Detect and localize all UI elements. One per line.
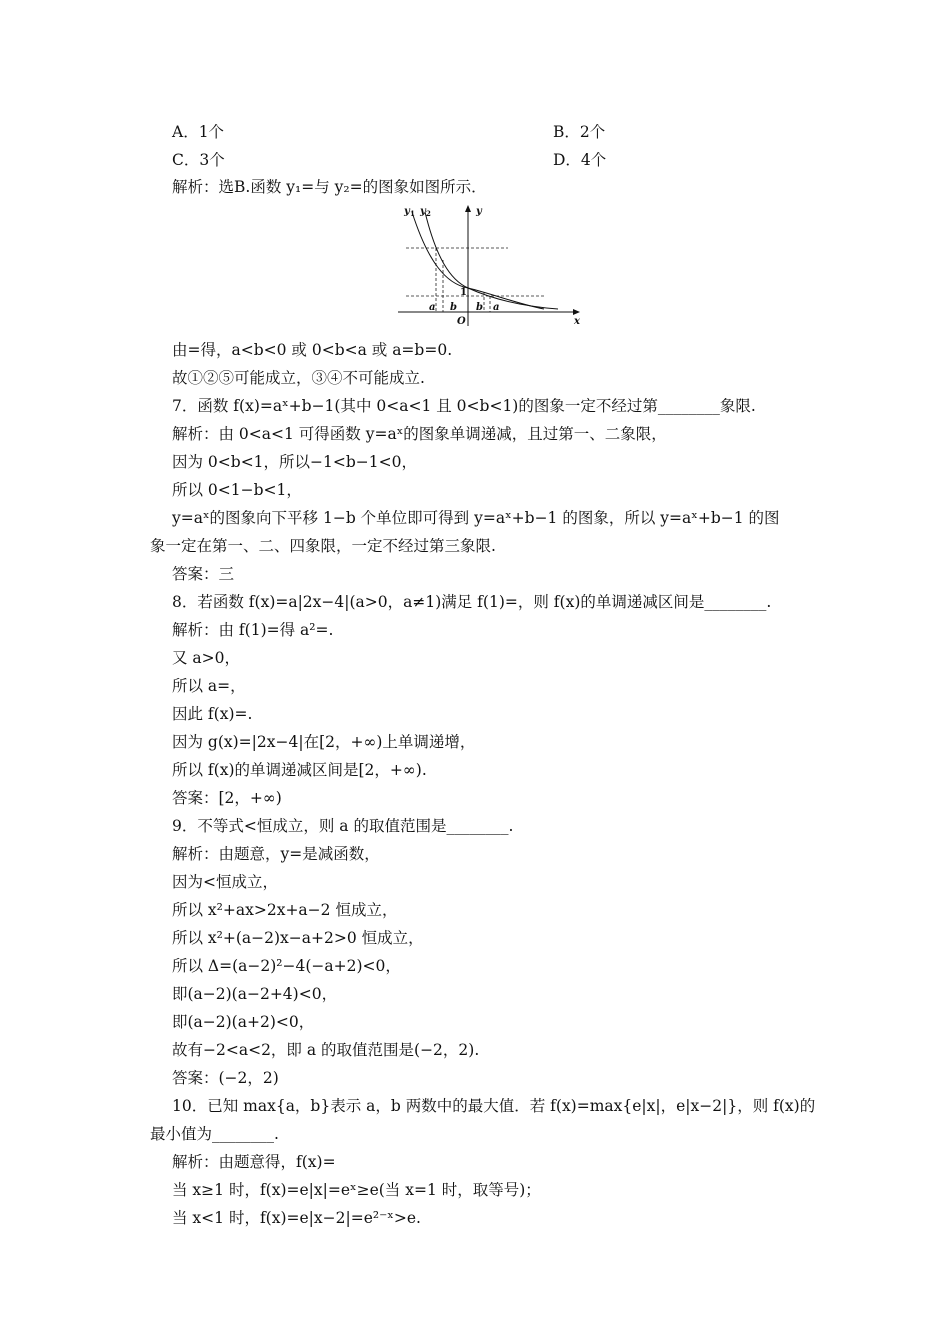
solution-line: 故有−2<a<2，即 a 的取值范围是(−2，2). [172, 1041, 480, 1059]
solution-line: 所以 x²+ax>2x+a−2 恒成立， [172, 901, 398, 919]
answer-line: 答案：[2，+∞) [172, 789, 282, 807]
solution-line: 解析：由 f(1)=得 a²=. [172, 621, 334, 639]
solution-line: 因为<恒成立， [172, 873, 278, 891]
exponential-graph-figure [398, 202, 584, 330]
solution-line: 所以 f(x)的单调递减区间是[2，+∞). [172, 761, 427, 779]
solution-line: 因为 0<b<1，所以−1<b−1<0， [172, 453, 418, 471]
option-d: D．4个 [553, 151, 607, 169]
solution-line: 即(a−2)(a−2+4)<0， [172, 985, 338, 1003]
solution-line: y=aˣ的图象向下平移 1−b 个单位即可得到 y=aˣ+b−1 的图象，所以 y=aˣ+b−1 的图 [172, 509, 780, 527]
answer-line: 答案：三 [172, 565, 235, 583]
solution-line: 象一定在第一、二、四象限，一定不经过第三象限. [150, 537, 496, 555]
solution-line: 当 x≥1 时，f(x)=e|x|=eˣ≥e(当 x=1 时，取等号)； [172, 1181, 541, 1199]
solution-line: 解析：由题意得，f(x)= [172, 1153, 336, 1171]
question-10-continued: 最小值为________. [150, 1125, 279, 1143]
label-y-axis: y [476, 206, 482, 217]
question-10: 10．已知 max{a，b}表示 a，b 两数中的最大值．若 f(x)=max{e|x|，e|x−2|}，则 f(x)的 [172, 1097, 816, 1115]
label-y2: y [420, 206, 426, 217]
solution-line: 即(a−2)(a+2)<0， [172, 1013, 315, 1031]
solution-line: 由=得，a<b<0 或 0<b<a 或 a=b=0. [172, 341, 453, 359]
label-y1-sub: 1 [410, 209, 415, 218]
label-origin: O [457, 316, 466, 327]
solution-line: 又 a>0， [172, 649, 241, 667]
label-a-left: a [429, 302, 436, 313]
question-8: 8．若函数 f(x)=a|2x−4|(a>0，a≠1)满足 f(1)=，则 f(x)的单调递减区间是________. [172, 593, 772, 611]
option-b: B．2个 [553, 123, 606, 141]
answer-line: 答案：(−2，2) [172, 1069, 279, 1087]
solution-line: 当 x<1 时，f(x)=e|x−2|=e²⁻ˣ>e. [172, 1209, 421, 1227]
curve-y1 [412, 212, 544, 309]
solution-line: 解析：选B.函数 y₁=与 y₂=的图象如图所示． [172, 178, 487, 196]
graph-svg [398, 202, 584, 330]
solution-line: 因此 f(x)=. [172, 705, 253, 723]
solution-line: 故①②⑤可能成立，③④不可能成立. [172, 369, 425, 387]
solution-line: 所以 Δ=(a−2)²−4(−a+2)<0， [172, 957, 401, 975]
label-a-right: a [493, 302, 500, 313]
solution-line: 所以 a=， [172, 677, 246, 695]
x-axis-arrow [573, 309, 580, 315]
solution-line: 所以 0<1−b<1， [172, 481, 302, 499]
label-one: 1 [460, 287, 467, 298]
label-y1: y [404, 206, 410, 217]
label-b-right: b [476, 302, 483, 313]
label-y2-sub: 2 [426, 209, 431, 218]
question-7: 7．函数 f(x)=aˣ+b−1(其中 0<a<1 且 0<b<1)的图象一定不经过第________象限. [172, 397, 756, 415]
label-x-axis: x [574, 316, 580, 327]
solution-line: 解析：由 0<a<1 可得函数 y=aˣ的图象单调递减，且过第一、二象限， [172, 425, 667, 443]
option-c: C．3个 [172, 151, 225, 169]
label-b-left: b [450, 302, 457, 313]
option-a: A．1个 [172, 123, 225, 141]
y-axis-arrow [465, 205, 471, 212]
solution-line: 因为 g(x)=|2x−4|在[2，+∞)上单调递增， [172, 733, 476, 751]
solution-line: 所以 x²+(a−2)x−a+2>0 恒成立， [172, 929, 424, 947]
question-9: 9．不等式<恒成立，则 a 的取值范围是________. [172, 817, 514, 835]
solution-line: 解析：由题意，y=是减函数， [172, 845, 380, 863]
